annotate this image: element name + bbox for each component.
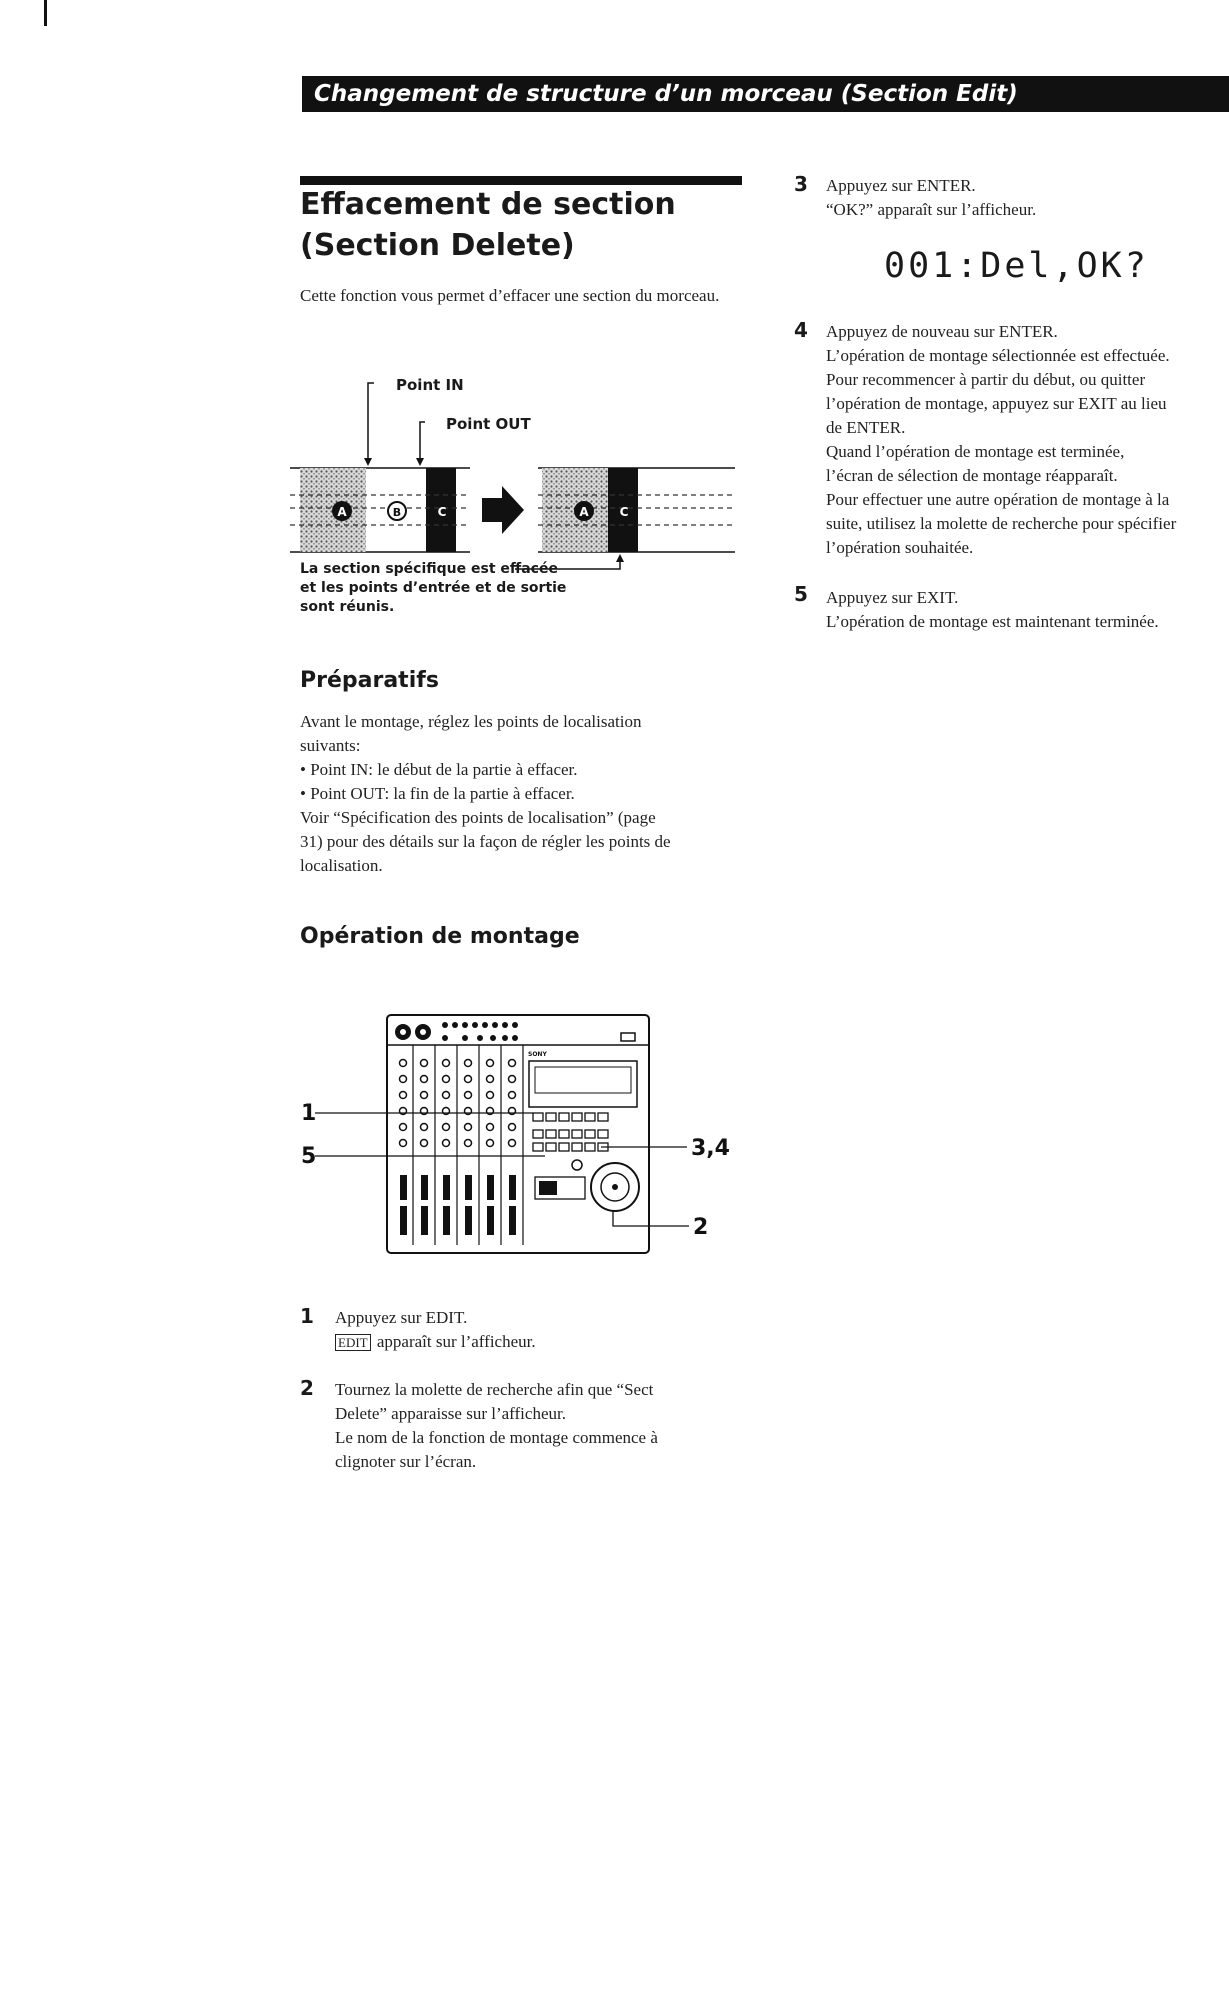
step-4-text: [826, 320, 1226, 560]
section-intro: Cette fonction vous permet d’effacer une section du morceau.: [300, 286, 720, 305]
point-out-label: Point OUT: [446, 415, 531, 433]
brand-label: SONY: [528, 1051, 547, 1058]
step-line: Quand l’opération de montage est terminée,: [826, 442, 1125, 461]
step-line: Appuyez de nouveau sur ENTER.: [826, 322, 1058, 341]
step-2-number: 2: [300, 1376, 314, 1400]
preparatifs-line: 31) pour des détails sur la façon de régler les points de: [300, 832, 671, 851]
callout-1: 1: [301, 1101, 317, 1126]
preparatifs-line: Avant le montage, réglez les points de localisation: [300, 712, 642, 731]
step-line: clignoter sur l’écran.: [335, 1452, 477, 1471]
callout-5: 5: [301, 1144, 317, 1169]
preparatifs-line: localisation.: [300, 856, 383, 875]
diagram-caption: [300, 560, 600, 617]
step-5-number: 5: [794, 582, 808, 606]
preparatifs-body: [300, 710, 750, 878]
step-4-number: 4: [794, 318, 808, 342]
preparatifs-heading: Préparatifs: [300, 668, 439, 693]
step-line: Pour recommencer à partir du début, ou quitter: [826, 370, 1146, 389]
block-b-label: B: [392, 506, 402, 519]
block-c-right-label: C: [619, 505, 629, 519]
step-line: L’opération de montage est maintenant terminée.: [826, 612, 1159, 631]
step-line: l’opération de montage, appuyez sur EXIT au lieu: [826, 394, 1167, 413]
step-line: L’opération de montage sélectionnée est effectuée.: [826, 346, 1170, 365]
block-a-right-label: A: [579, 505, 589, 519]
step-3-number: 3: [794, 172, 808, 196]
step-2-text: [335, 1378, 755, 1474]
step-line: Tournez la molette de recherche afin que “Sect: [335, 1380, 654, 1399]
step-line: Appuyez sur EDIT.: [335, 1308, 468, 1327]
preparatifs-line: • Point IN: le début de la partie à effacer.: [300, 760, 578, 779]
step-line: Le nom de la fonction de montage commence à: [335, 1428, 658, 1447]
step-1-text: [335, 1306, 755, 1355]
step-line: suite, utilisez la molette de recherche pour spécifier: [826, 514, 1177, 533]
step-line: “OK?” apparaît sur l’afficheur.: [826, 200, 1037, 219]
callout-3-4: 3,4: [691, 1136, 730, 1161]
display-readout: 001:Del,OK?: [884, 246, 1149, 286]
preparatifs-line: suivants:: [300, 736, 361, 755]
operation-heading: Opération de montage: [300, 924, 580, 949]
section-title: Effacement de section (Section Delete): [300, 187, 676, 263]
right-arrow-icon: [482, 486, 524, 534]
device-illustration: [295, 1005, 745, 1265]
step-line: l’opération souhaitée.: [826, 538, 974, 557]
step-line: de ENTER.: [826, 418, 906, 437]
callout-2: 2: [693, 1215, 709, 1240]
margin-mark: [44, 0, 47, 26]
step-line: Appuyez sur ENTER.: [826, 176, 976, 195]
preparatifs-line: • Point OUT: la fin de la partie à effacer.: [300, 784, 575, 803]
caption-line: et les points d’entrée et de sortie: [300, 580, 567, 596]
caption-line: sont réunis.: [300, 599, 395, 615]
step-line: Delete” apparaisse sur l’afficheur.: [335, 1404, 566, 1423]
step-line-suffix: apparaît sur l’afficheur.: [372, 1332, 536, 1351]
preparatifs-line: Voir “Spécification des points de localisation” (page: [300, 808, 656, 827]
step-line: [335, 1330, 755, 1355]
step-5-text: [826, 586, 1226, 634]
section-delete-diagram: [290, 360, 750, 585]
caption-line: La section spécifique est effacée: [300, 561, 558, 577]
block-c-label: C: [437, 505, 447, 519]
chapter-header: Changement de structure d’un morceau (Section Edit): [302, 76, 1229, 112]
step-line: Pour effectuer une autre opération de montage à la: [826, 490, 1170, 509]
step-line: Appuyez sur EXIT.: [826, 588, 959, 607]
point-in-label: Point IN: [396, 376, 464, 394]
step-3-text: [826, 174, 1226, 222]
block-a-label: A: [337, 505, 347, 519]
step-line: l’écran de sélection de montage réapparaît.: [826, 466, 1118, 485]
step-1-number: 1: [300, 1304, 314, 1328]
edit-indicator: EDIT: [335, 1334, 371, 1351]
